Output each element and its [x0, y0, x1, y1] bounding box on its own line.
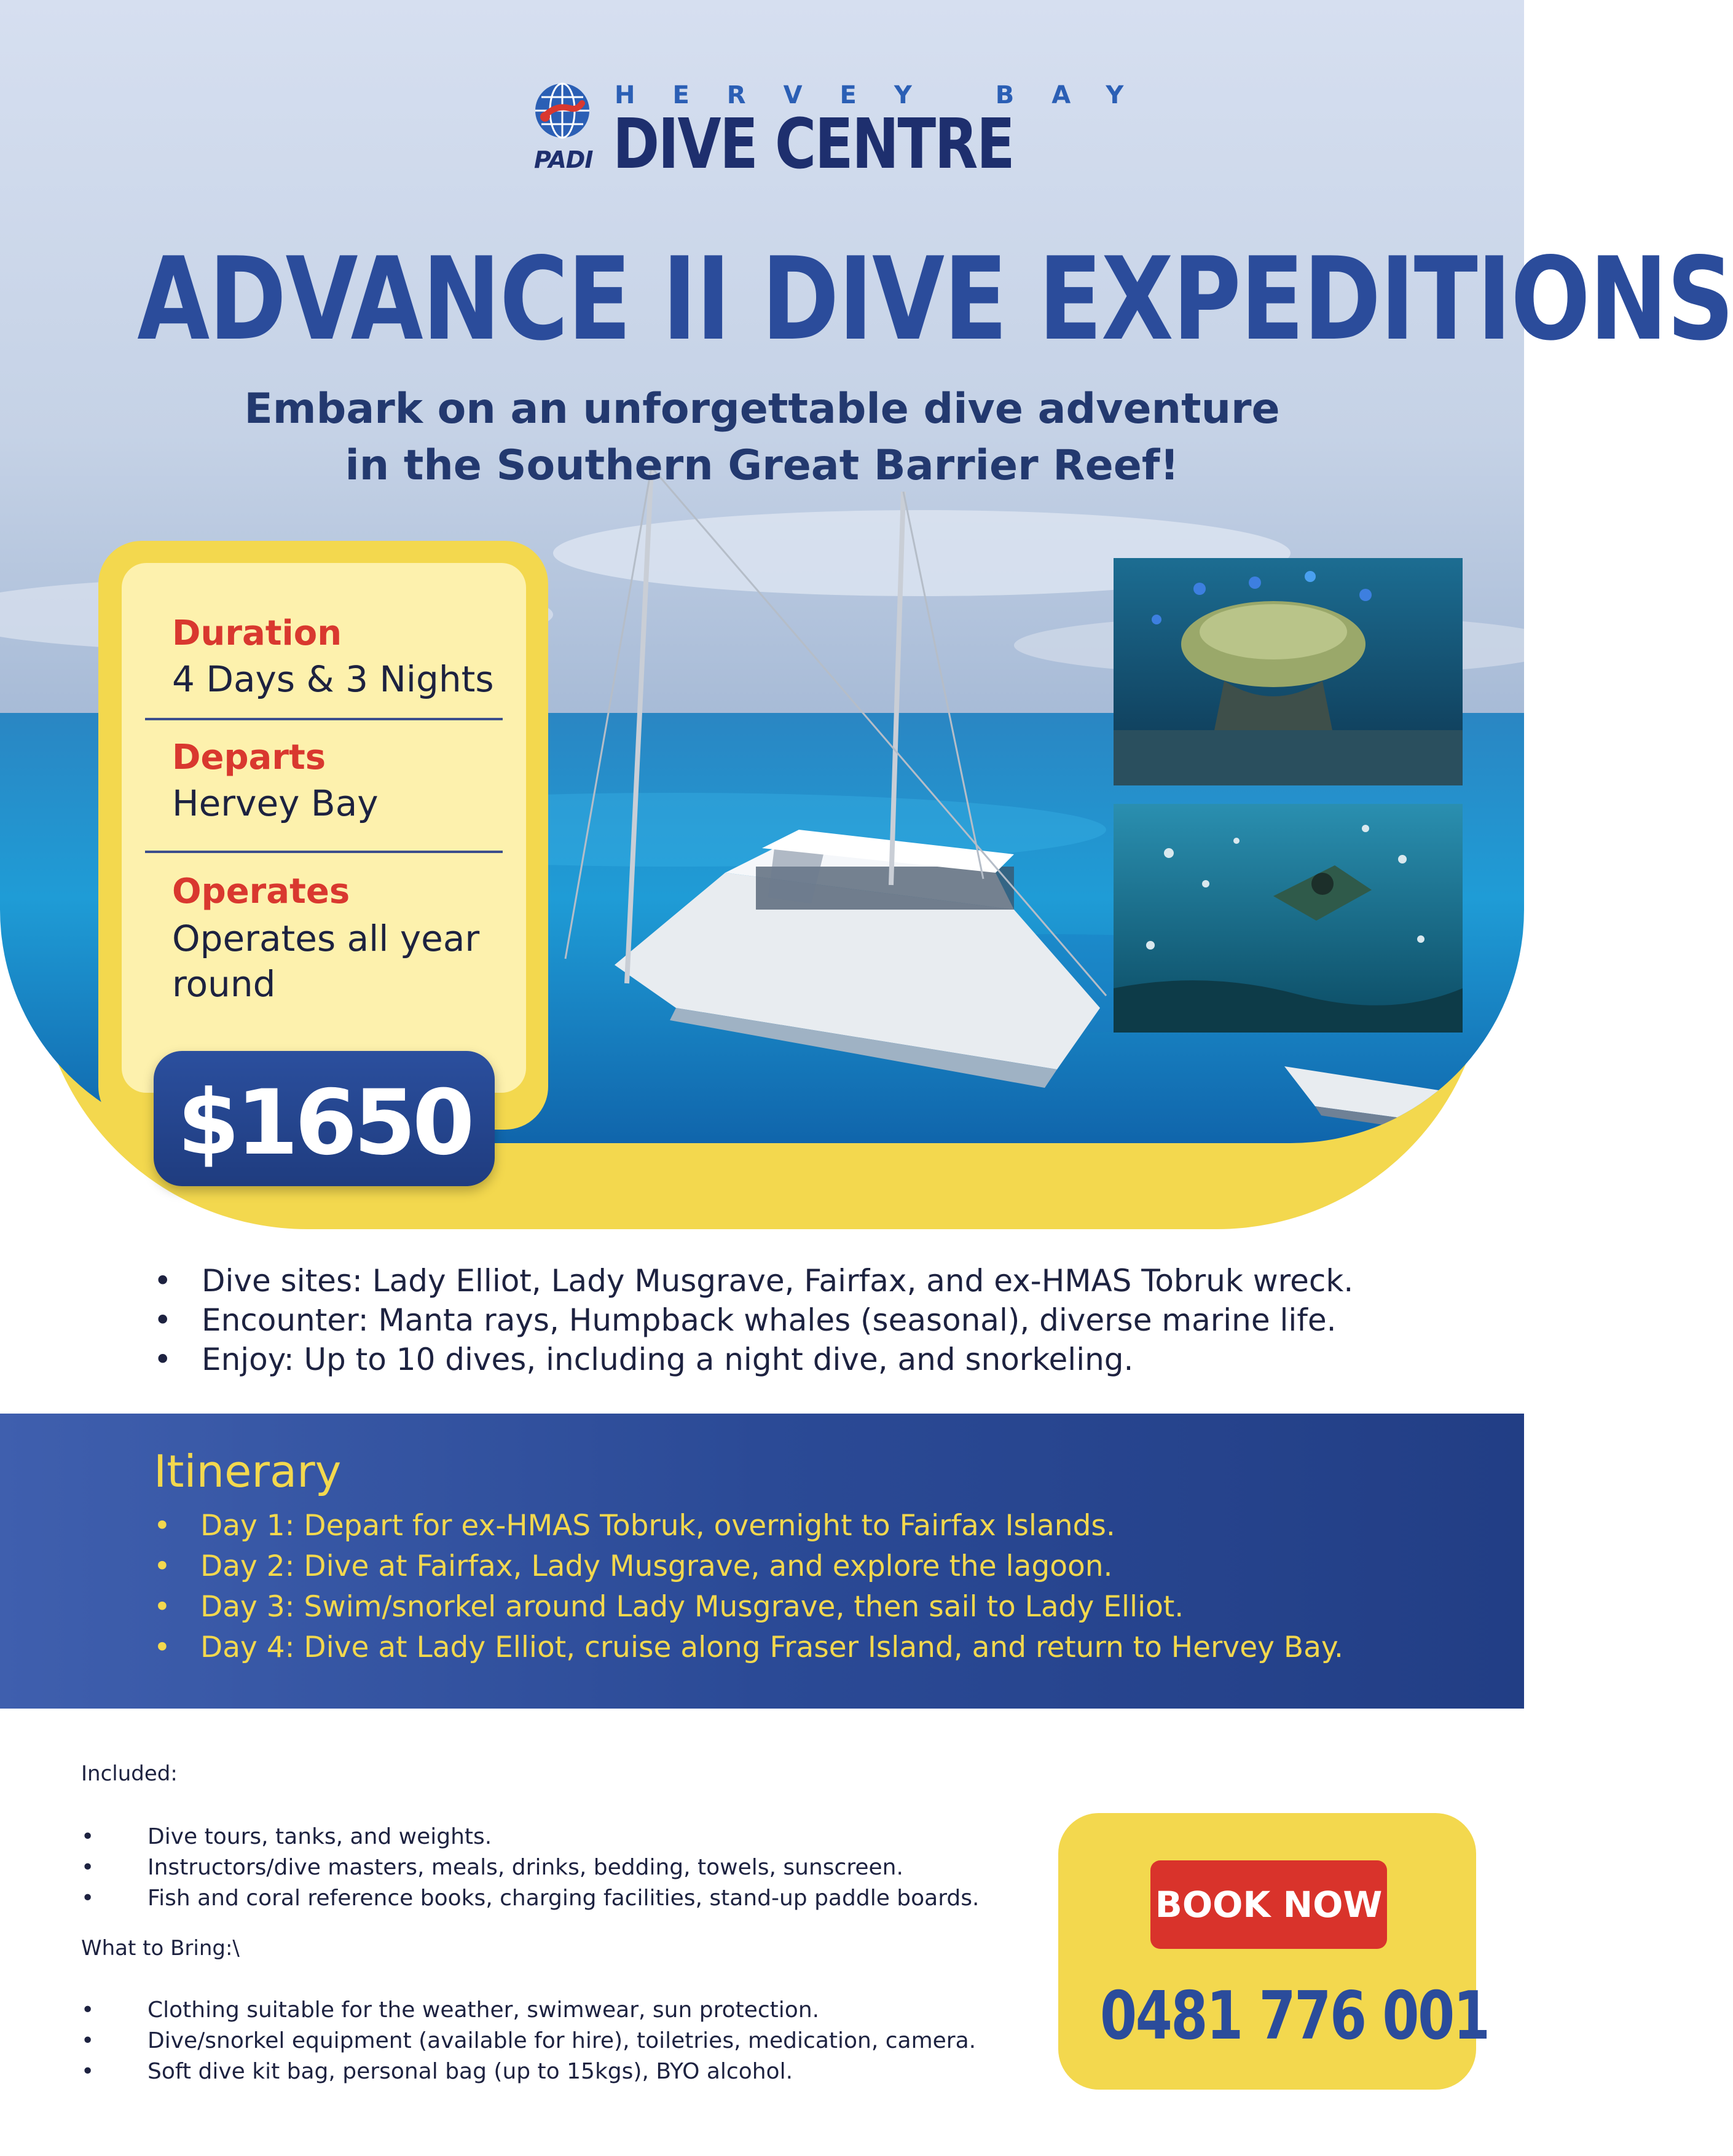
- list-item: • Day 3: Swim/snorkel around Lady Musgrave, then sail to Lady Elliot.: [154, 1587, 1343, 1627]
- booking-panel: [1058, 1813, 1489, 2090]
- page-subtitle: [0, 381, 1524, 494]
- price-value: $1650: [177, 1071, 471, 1175]
- price-tag: [154, 1051, 495, 1186]
- list-item: • Fish and coral reference books, charging facilities, stand-up paddle boards.: [81, 1883, 979, 1914]
- duration-value: 4 Days & 3 Nights: [172, 658, 494, 700]
- book-now-button[interactable]: BOOK NOW: [1150, 1860, 1387, 1949]
- bring-heading: What to Bring:\: [81, 1936, 240, 1961]
- operates-label: Operates: [172, 871, 350, 911]
- logo-subtitle: HERVEY BAY: [615, 81, 1161, 109]
- page-title: ADVANCE II DIVE EXPEDITIONS: [137, 232, 1733, 366]
- subtitle-line-1: Embark on an unforgettable dive adventure: [244, 385, 1280, 433]
- list-item: • Encounter: Manta rays, Humpback whales (seasonal), diverse marine life.: [154, 1300, 1353, 1340]
- operates-value: Operates all year round: [172, 918, 480, 1005]
- subtitle-line-2: in the Southern Great Barrier Reef!: [345, 441, 1179, 490]
- padi-badge-text: PADI: [534, 146, 593, 173]
- logo-title: DIVE CENTRE: [613, 104, 1014, 184]
- duration-label: Duration: [172, 613, 342, 653]
- padi-globe-icon: [532, 80, 593, 144]
- brand-logo: [532, 80, 1161, 184]
- list-item: • Instructors/dive masters, meals, drinks, bedding, towels, sunscreen.: [81, 1852, 979, 1883]
- itinerary-title: Itinerary: [154, 1446, 342, 1497]
- itinerary-list: [154, 1506, 1343, 1668]
- included-heading: Included:: [81, 1761, 178, 1786]
- included-list: [81, 1822, 979, 1914]
- list-item: • Day 2: Dive at Fairfax, Lady Musgrave, and explore the lagoon.: [154, 1546, 1343, 1587]
- diver-photo: [1114, 804, 1463, 1033]
- bring-list: [81, 1995, 976, 2087]
- itinerary-section: [0, 1414, 1524, 1709]
- list-item: • Dive/snorkel equipment (available for hire), toiletries, medication, camera.: [81, 2026, 976, 2056]
- list-item: • Day 1: Depart for ex-HMAS Tobruk, overnight to Fairfax Islands.: [154, 1506, 1343, 1546]
- list-item: • Enjoy: Up to 10 dives, including a night dive, and snorkeling.: [154, 1340, 1353, 1379]
- list-item: • Soft dive kit bag, personal bag (up to 15kgs), BYO alcohol.: [81, 2056, 976, 2087]
- highlights-list: [154, 1261, 1353, 1379]
- list-item: • Clothing suitable for the weather, swimwear, sun protection.: [81, 1995, 976, 2026]
- list-item: • Dive tours, tanks, and weights.: [81, 1822, 979, 1852]
- departs-value: Hervey Bay: [172, 782, 379, 824]
- coral-photo: [1114, 558, 1463, 785]
- list-item: • Day 4: Dive at Lady Elliot, cruise along Fraser Island, and return to Hervey Bay.: [154, 1627, 1343, 1668]
- info-divider: [145, 851, 503, 853]
- list-item: • Dive sites: Lady Elliot, Lady Musgrave, Fairfax, and ex-HMAS Tobruk wreck.: [154, 1261, 1353, 1300]
- phone-number[interactable]: 0481 776 001: [1100, 1978, 1489, 2055]
- info-divider: [145, 718, 503, 720]
- departs-label: Departs: [172, 738, 326, 777]
